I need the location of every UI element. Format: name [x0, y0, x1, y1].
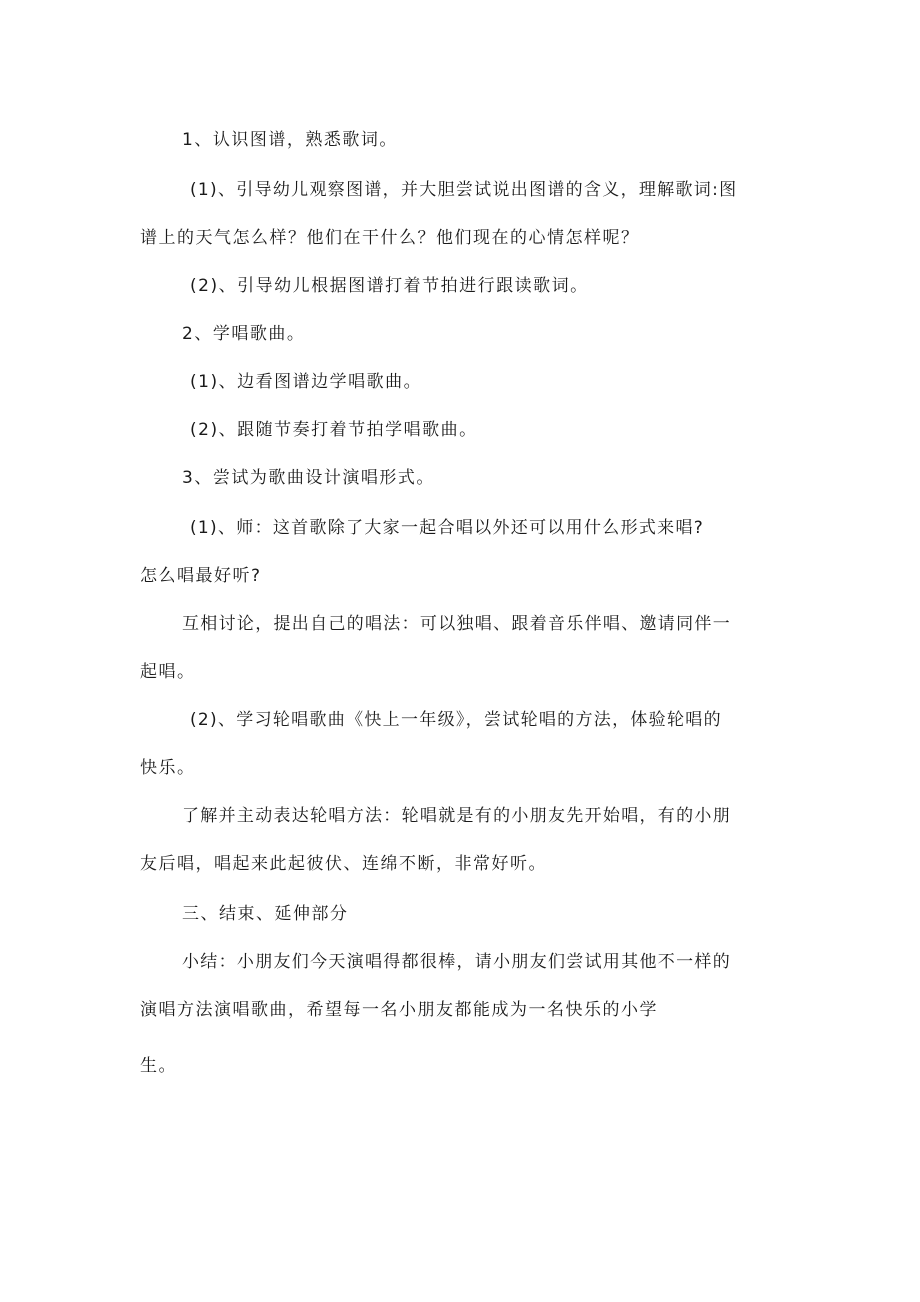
step-3-item-1-line-2: 怎么唱最好听?	[140, 566, 262, 586]
step-1-item-1-line-2: 谱上的天气怎么样？他们在干什么？他们现在的心情怎样呢？	[140, 228, 640, 248]
step-3-item-2-line-1: (2)、学习轮唱歌曲《快上一年级》，尝试轮唱的方法，体验轮唱的	[190, 710, 722, 730]
step-2-item-2: (2)、跟随节奏打着节拍学唱歌曲。	[190, 420, 478, 440]
step-1-item-1-line-1: (1)、引导幼儿观察图谱，并大胆尝试说出图谱的含义，理解歌词:图	[190, 180, 738, 200]
section-3-heading: 三、结束、延伸部分	[182, 904, 349, 924]
step-2-heading: 2、学唱歌曲。	[182, 324, 306, 344]
step-3-item-2-line-2: 快乐。	[140, 758, 196, 778]
step-3-item-1-line-1: (1)、师：这首歌除了大家一起合唱以外还可以用什么形式来唱?	[190, 518, 705, 538]
discussion-line-1: 互相讨论，提出自己的唱法：可以独唱、跟着音乐伴唱、邀请同伴一	[182, 614, 731, 634]
step-3-heading: 3、尝试为歌曲设计演唱形式。	[182, 468, 435, 488]
summary-line-1: 小结：小朋友们今天演唱得都很棒，请小朋友们尝试用其他不一样的	[182, 952, 731, 972]
step-1-item-2: (2)、引导幼儿根据图谱打着节拍进行跟读歌词。	[190, 276, 589, 296]
summary-line-3: 生。	[140, 1056, 177, 1076]
round-singing-line-1: 了解并主动表达轮唱方法：轮唱就是有的小朋友先开始唱，有的小朋	[182, 806, 731, 826]
step-2-item-1: (1)、边看图谱边学唱歌曲。	[190, 372, 423, 392]
summary-line-2: 演唱方法演唱歌曲，希望每一名小朋友都能成为一名快乐的小学	[140, 1000, 658, 1020]
step-1-heading: 1、认识图谱，熟悉歌词。	[182, 130, 398, 150]
round-singing-line-2: 友后唱，唱起来此起彼伏、连绵不断，非常好听。	[140, 854, 547, 874]
discussion-line-2: 起唱。	[140, 662, 196, 682]
